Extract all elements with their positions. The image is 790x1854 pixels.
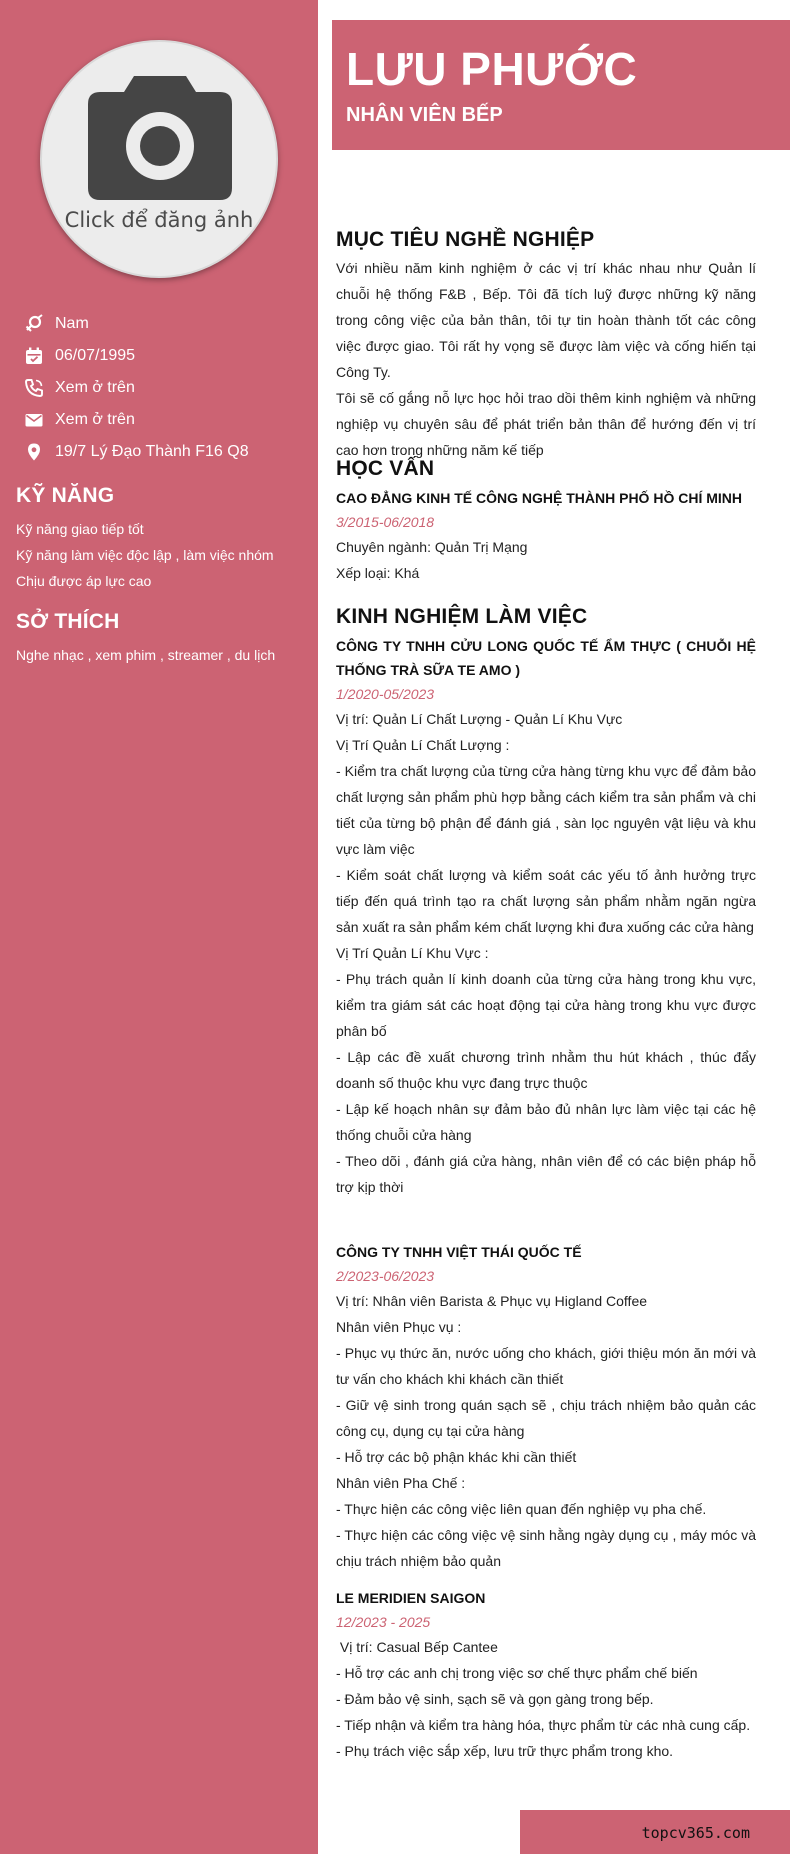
- job-line: Vị trí: Casual Bếp Cantee: [336, 1639, 498, 1655]
- camera-icon: [88, 76, 232, 200]
- company-name: CÔNG TY TNHH VIỆT THÁI QUỐC TẾ: [336, 1244, 582, 1260]
- job-line: - Phụ trách quản lí kinh doanh của từng cửa hàng trong khu vực, kiểm tra giám sát các hoạt động tại cửa hàng trong khu vực được phân bố: [336, 971, 756, 1039]
- avatar-upload[interactable]: [40, 40, 278, 278]
- objective-section: [336, 227, 756, 463]
- job-line: Vị trí: Quản Lí Chất Lượng - Quản Lí Khu Vực: [336, 711, 623, 727]
- job-line: - Kiểm tra chất lượng của từng cửa hàng từng khu vực để đảm bảo chất lượng sản phẩm phù hợp bằng cách kiểm tra sản phẩm và chi tiết của từng bộ phận để đánh giá , sàn lọc nguyên vật liệu và khu vực làm việc: [336, 763, 756, 857]
- job-line: - Theo dõi , đánh giá cửa hàng, nhân viên để có các biện pháp hỗ trợ kịp thời: [336, 1153, 756, 1195]
- experience-title: KINH NGHIỆM LÀM VIỆC: [336, 605, 588, 628]
- job-date: 2/2023-06/2023: [336, 1268, 435, 1284]
- job-line: - Thực hiện các công việc liên quan đến nghiệp vụ pha chế.: [336, 1501, 707, 1517]
- job-line: - Giữ vệ sinh trong quán sạch sẽ , chịu trách nhiệm bảo quản các công cụ, dụng cụ tại cửa hàng: [336, 1397, 756, 1439]
- skill-item: Chịu được áp lực cao: [16, 573, 152, 589]
- school-name: CAO ĐẲNG KINH TẾ CÔNG NGHỆ THÀNH PHỐ HỒ CHÍ MINH: [336, 490, 742, 506]
- hobbies-section: [16, 610, 306, 668]
- education-line: Xếp loại: Khá: [336, 565, 420, 581]
- hobbies-title: SỞ THÍCH: [16, 610, 120, 633]
- skill-item: Kỹ năng giao tiếp tốt: [16, 521, 144, 537]
- name-header: [332, 20, 790, 150]
- sidebar: [0, 0, 318, 1854]
- job-line: - Hỗ trợ các anh chị trong việc sơ chế thực phẩm chế biến: [336, 1665, 698, 1681]
- education-line: Chuyên ngành: Quản Trị Mạng: [336, 539, 528, 555]
- job-entry: [336, 1240, 756, 1574]
- skill-item: Kỹ năng làm việc độc lập , làm việc nhóm: [16, 547, 274, 563]
- job-entry: [336, 1586, 756, 1764]
- job-line: - Tiếp nhận và kiểm tra hàng hóa, thực phẩm từ các nhà cung cấp.: [336, 1717, 751, 1733]
- job-line: Vị Trí Quản Lí Khu Vực :: [336, 945, 489, 961]
- job-line: - Phụ trách việc sắp xếp, lưu trữ thực phẩm trong kho.: [336, 1743, 674, 1759]
- job-title: NHÂN VIÊN BẾP: [346, 104, 503, 126]
- contact-phone-value: Xem ở trên: [55, 379, 135, 396]
- education-title: HỌC VẤN: [336, 457, 435, 480]
- contact-phone: [24, 372, 304, 404]
- contact-address: [24, 436, 304, 468]
- gender-icon: [24, 314, 44, 334]
- contact-info: [24, 308, 304, 468]
- job-entry: [336, 634, 756, 1200]
- watermark-text: topcv365.com: [641, 1824, 750, 1842]
- avatar-upload-label: Click để đăng ảnh: [64, 208, 254, 232]
- skills-section: [16, 484, 306, 594]
- footer-bar: [520, 1810, 790, 1854]
- contact-email-value: Xem ở trên: [55, 411, 135, 428]
- objective-paragraph: Tôi sẽ cố gắng nỗ lực học hỏi trao dồi thêm kinh nghiệm và những nghiệp vụ chuyên sâu để phát triển bản thân để hướng đến vị trí cao hơn trong những năm kế tiếp: [336, 390, 756, 458]
- experience-section: [336, 604, 756, 1764]
- calendar-icon: [24, 346, 44, 366]
- company-name: CÔNG TY TNHH CỬU LONG QUỐC TẾ ẨM THỰC ( CHUỖI HỆ THỐNG TRÀ SỮA TE AMO ): [336, 638, 756, 678]
- contact-email: [24, 404, 304, 436]
- job-date: 1/2020-05/2023: [336, 686, 435, 702]
- full-name: LƯU PHƯỚC: [346, 43, 638, 95]
- job-line: - Kiểm soát chất lượng và kiểm soát các yếu tố ảnh hưởng trực tiếp đến quá trình tạo ra chất lượng sản phẩm nhằm ngăn ngừa sản xuất ra sản phẩm kém chất lượng khi đưa xuống các cửa hàng: [336, 867, 756, 935]
- job-line: Nhân viên Pha Chế :: [336, 1475, 466, 1491]
- location-pin-icon: [24, 442, 44, 462]
- envelope-icon: [24, 410, 44, 430]
- job-line: - Thực hiện các công việc vệ sinh hằng ngày dụng cụ , máy móc và chịu trách nhiệm bảo quản: [336, 1527, 756, 1569]
- skills-title: KỸ NĂNG: [16, 484, 115, 507]
- contact-dob-value: 06/07/1995: [55, 347, 136, 364]
- job-line: - Phục vụ thức ăn, nước uống cho khách, giới thiệu món ăn mới và tư vấn cho khách khi khách cần thiết: [336, 1345, 756, 1387]
- education-section: [336, 456, 756, 586]
- hobby-item: Nghe nhạc , xem phim , streamer , du lịch: [16, 647, 276, 663]
- company-name: LE MERIDIEN SAIGON: [336, 1590, 486, 1606]
- job-date: 12/2023 - 2025: [336, 1614, 431, 1630]
- contact-dob: [24, 340, 304, 372]
- objective-title: MỤC TIÊU NGHỀ NGHIỆP: [336, 228, 595, 251]
- job-line: Vị trí: Nhân viên Barista & Phục vụ Higland Coffee: [336, 1293, 648, 1309]
- job-line: - Hỗ trợ các bộ phận khác khi cần thiết: [336, 1449, 577, 1465]
- education-date: 3/2015-06/2018: [336, 514, 435, 530]
- job-line: - Đảm bảo vệ sinh, sạch sẽ và gọn gàng trong bếp.: [336, 1691, 654, 1707]
- objective-paragraph: Với nhiều năm kinh nghiệm ở các vị trí khác nhau như Quản lí chuỗi hệ thống F&B , Bếp. Tôi đã tích luỹ được những kỹ năng trong công việc của bản thân, tôi tự tin hoàn thành tốt các công việc được giao. Tôi rất hy vọng sẽ được làm việc và cống hiến tại Công Ty.: [336, 260, 756, 380]
- job-line: - Lập các đề xuất chương trình nhằm thu hút khách , thúc đẩy doanh số thuộc khu vực đang trực thuộc: [336, 1049, 756, 1091]
- contact-gender-value: Nam: [55, 315, 89, 332]
- job-line: Vị Trí Quản Lí Chất Lượng :: [336, 737, 510, 753]
- job-line: - Lập kế hoạch nhân sự đảm bảo đủ nhân lực làm việc tại các hệ thống chuỗi cửa hàng: [336, 1101, 756, 1143]
- contact-gender: [24, 308, 304, 340]
- phone-icon: [24, 378, 44, 398]
- contact-address-value: 19/7 Lý Đạo Thành F16 Q8: [55, 443, 249, 460]
- job-line: Nhân viên Phục vụ :: [336, 1319, 462, 1335]
